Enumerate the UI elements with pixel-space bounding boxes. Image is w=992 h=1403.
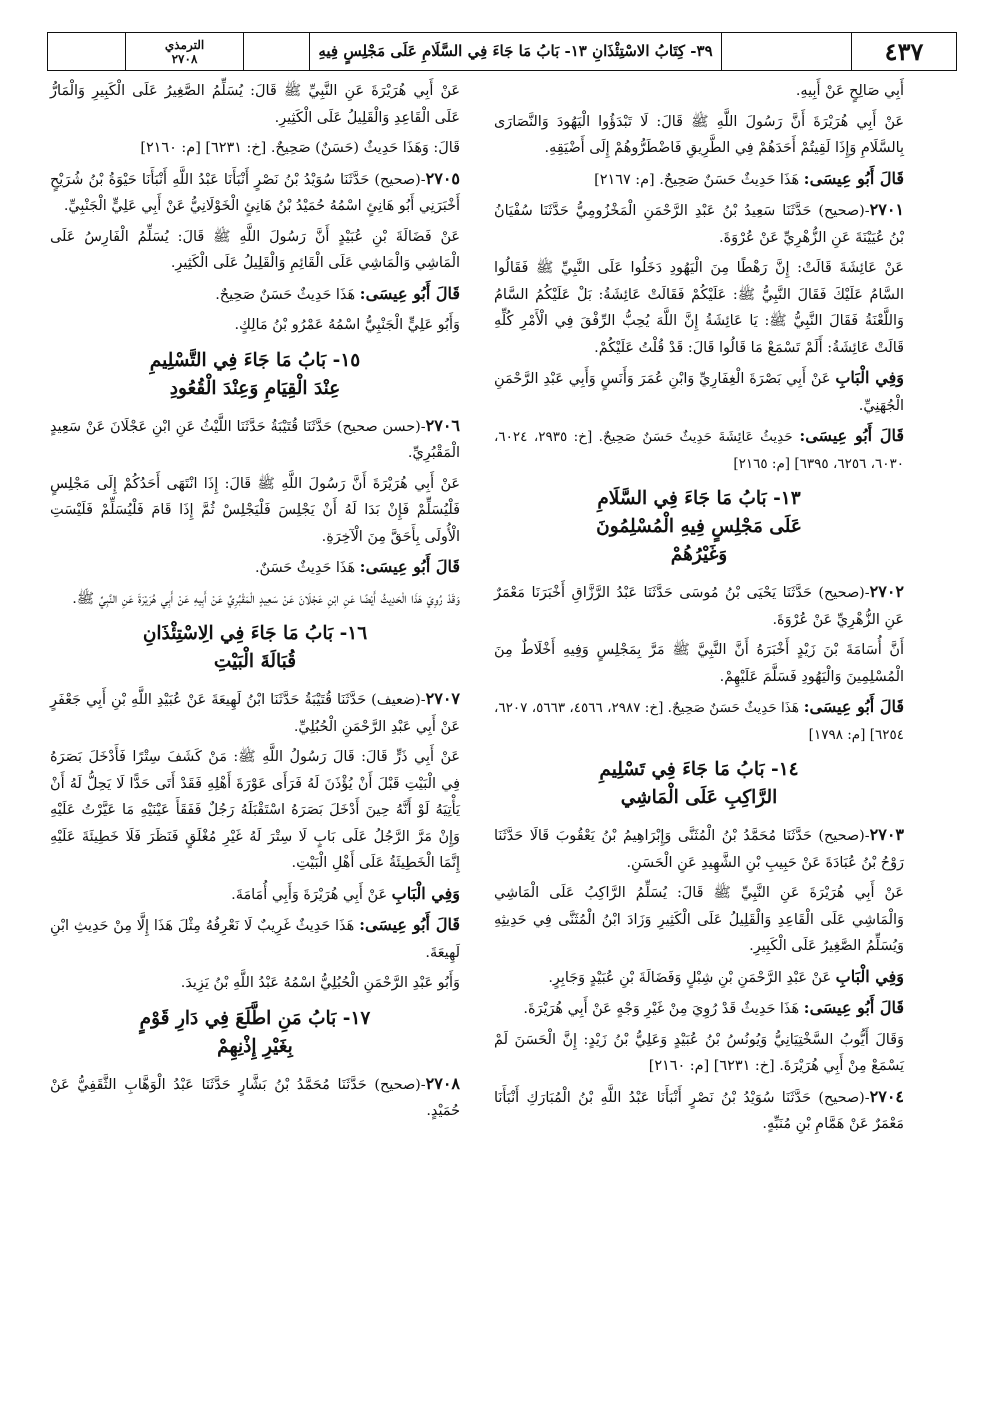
- hadith-number: ٢٧٠٨: [425, 1073, 461, 1093]
- hadith-isnad: حَدَّثَنَا سُوَيْدُ بْنُ نَصْرٍ أَنْبَأَنَا عَبْدُ اللَّهِ أَنْبَأَنَا حَيْوَةُ بْنُ شُرَيْحٍ أَخْبَرَنِي أَبُو هَانِئٍ اسْمُهُ حُمَيْدُ بْنُ هَانِئٍ الْخَوْلَانِيُّ عَنْ أَبِي عَلِيٍّ الْجَنْبِيِّ.: [50, 171, 460, 214]
- paragraph: وَقَدْ رُوِيَ هَذَا الْحَدِيثُ أَيْضًا عَنِ ابْنِ عَجْلَانَ عَنْ سَعِيدٍ الْمَقْبُرِيِّ عَنْ أَبِيهِ عَنْ أَبِي هُرَيْرَةَ عَنِ النَّبِيِّ ﷺ.: [72, 590, 460, 607]
- hadith-number: ٢٧٠٢: [869, 582, 905, 601]
- hadith-number: ٢٧٠٥: [425, 168, 460, 188]
- chapter-title-line: بِغَيْرِ إِذْنِهِمْ: [217, 1035, 293, 1057]
- running-title-text: ٣٩- كِتَابُ الاسْتِئْذَانِ ١٣- بَابُ مَا جَاءَ فِي السَّلَامِ عَلَى مَجْلِسٍ فِيهِ: [318, 42, 713, 60]
- hadith-number: ٢٧٠٤: [869, 1086, 904, 1106]
- chapter-title-line: قُبَالَةَ الْبَيْتِ: [213, 651, 297, 672]
- left-column: [50, 78, 460, 1378]
- hadith-grade: -(صحيح): [818, 585, 870, 601]
- fil-bab-text: عَنْ عَبْدِ الرَّحْمَنِ بْنِ شِبْلٍ وَفَضَالَةَ بْنِ عُبَيْدٍ وَجَابِرٍ.: [548, 969, 832, 986]
- hadith-grade: -(ضعيف): [371, 692, 426, 708]
- page-header: [47, 32, 957, 71]
- hadith-number: ٢٧٠١: [869, 200, 904, 219]
- hadith-2703: [494, 822, 904, 876]
- commentary-text: هَذَا حَدِيثٌ حَسَنٌ صَحِيحٌ. [خ: ٢٩٨٧، ٤٥٦٦، ٥٦٦٣، ٦٢٠٧، ٦٢٥٤] [م: ١٧٩٨]: [494, 700, 904, 743]
- commentary-text: هَذَا حَدِيثٌ حَسَنٌ صَحِيحٌ.: [215, 286, 356, 303]
- hadith-2702: [494, 579, 904, 633]
- page-number: ٤٣٧: [851, 33, 956, 70]
- abu-isa-label: قَالَ أَبُو عِيسَى:: [803, 168, 904, 188]
- paragraph: عَنْ أَبِي هُرَيْرَةَ عَنِ النَّبِيِّ ﷺ قَالَ: يُسَلِّمُ الصَّغِيرُ عَلَى الْكَبِيرِ وَالْمَارُّ عَلَى الْقَاعِدِ وَالْقَلِيلُ عَلَى الْكَثِيرِ.: [50, 83, 460, 126]
- paragraph: وَأَبُو عَبْدِ الرَّحْمَنِ الْحُبُلِيُّ اسْمُهُ عَبْدُ اللَّهِ بْنُ يَزِيدَ.: [180, 975, 460, 991]
- hadith-number: ٢٧٠٦: [425, 415, 460, 435]
- commentary: [494, 166, 904, 194]
- fil-bab-text: عَنْ أَبِي بَصْرَةَ الْغِفَارِيِّ وَابْنِ عُمَرَ وَأَنَسٍ وَأَبِي عَبْدِ الرَّحْمَنِ الْجُهَنِيِّ.: [494, 371, 904, 414]
- chapter-title-line: عَلَى مَجْلِسٍ فِيهِ الْمُسْلِمُونَ: [596, 516, 802, 537]
- chapter-title-line: عِنْدَ الْقِيَامِ وَعِنْدَ الْقُعُودِ: [169, 377, 341, 399]
- hadith-grade: -(صحيح): [374, 171, 426, 188]
- book-name: الترمذي: [164, 37, 205, 52]
- fil-bab-label: وَفِي الْبَابِ: [391, 883, 460, 903]
- chapter-title-line: ١٥- بَابُ مَا جَاءَ فِي التَّسْلِيمِ: [149, 349, 361, 371]
- chapter-heading-14: [494, 756, 904, 812]
- chapter-title-line: الرَّاكِبِ عَلَى الْمَاشِي: [620, 787, 778, 808]
- commentary-text: هَذَا حَدِيثٌ غَرِيبٌ لَا نَعْرِفُهُ مِثْلَ هَذَا إِلَّا مِنْ حَدِيثِ ابْنِ لَهِيعَةَ.: [50, 918, 460, 961]
- fil-bab: [494, 365, 904, 419]
- fil-bab-text: عَنْ أَبِي هُرَيْرَةَ وَأَبِي أُمَامَةَ.: [231, 886, 388, 903]
- paragraph: أَنَّ أُسَامَةَ بْنَ زَيْدٍ أَخْبَرَهُ أَنَّ النَّبِيَّ ﷺ مَرَّ بِمَجْلِسٍ وَفِيهِ أَخْلَاطٌ مِنَ الْمُسْلِمِينَ وَالْيَهُودِ فَسَلَّمَ عَلَيْهِمْ.: [494, 642, 904, 685]
- paragraph: عَنْ أَبِي هُرَيْرَةَ أَنَّ رَسُولَ اللَّهِ ﷺ قَالَ: لَا تَبْدَؤُوا الْيَهُودَ وَالنَّصَارَى بِالسَّلَامِ وَإِذَا لَقِيتُمْ أَحَدَهُمْ فِي الطَّرِيقِ فَاضْطَرُّوهُمْ إِلَى أَضْيَقِهِ.: [494, 113, 904, 156]
- paragraph: وَقَالَ أَيُّوبُ السَّخْتِيَانِيُّ وَيُونُسُ بْنُ عُبَيْدٍ وَعَلِيُّ بْنُ زَيْدٍ: إِنَّ الْحَسَنَ لَمْ يَسْمَعْ مِنْ أَبِي هُرَيْرَةَ. [خ: ٦٢٣١] [م: ٢١٦٠]: [494, 1031, 904, 1074]
- hadith-2707: [50, 686, 460, 740]
- hadith-2706: [50, 413, 460, 467]
- commentary: [494, 423, 904, 477]
- hadith-isnad: حَدَّثَنَا مُحَمَّدُ بْنُ بَشَّارٍ حَدَّثَنَا عَبْدُ الْوَهَّابِ الثَّقَفِيُّ عَنْ حُمَيْدٍ.: [50, 1076, 460, 1119]
- abu-isa-label: قَالَ أَبُو عِيسَى:: [803, 998, 904, 1017]
- chapter-heading-17: [50, 1005, 460, 1061]
- fil-bab-label: وَفِي الْبَابِ: [835, 368, 905, 387]
- chapter-title-line: وَغَيْرُهُمْ: [670, 544, 728, 565]
- hadith-grade: -(صحيح): [818, 828, 870, 844]
- fil-bab: [494, 964, 904, 992]
- abu-isa-label: قَالَ أَبُو عِيسَى:: [359, 915, 461, 934]
- paragraph: عَنْ فَضَالَةَ بْنِ عُبَيْدٍ أَنَّ رَسُولَ اللَّهِ ﷺ قَالَ: يُسَلِّمُ الْفَارِسُ عَلَى الْمَاشِي وَالْمَاشِي عَلَى الْقَائِمِ وَالْقَلِيلُ عَلَى الْكَثِيرِ.: [50, 228, 460, 271]
- book-reference: [125, 33, 243, 70]
- chapter-title-line: ١٣- بَابُ مَا جَاءَ فِي السَّلَامِ: [597, 488, 801, 509]
- hadith-grade: -(صحيح): [374, 1076, 426, 1093]
- abu-isa-label: قَالَ أَبُو عِيسَى:: [803, 697, 904, 716]
- hadith-range: ٢٧٠٨: [171, 51, 198, 66]
- abu-isa-label: قَالَ أَبُو عِيسَى:: [359, 283, 460, 303]
- commentary: [50, 912, 460, 966]
- commentary-text: هَذَا حَدِيثٌ حَسَنٌ صَحِيحٌ. [م: ٢١٦٧]: [594, 171, 800, 188]
- hadith-2704: [494, 1084, 904, 1138]
- commentary: [50, 281, 460, 309]
- hadith-2705: [50, 166, 460, 220]
- paragraph: عَنْ عَائِشَةَ قَالَتْ: إِنَّ رَهْطًا مِنَ الْيَهُودِ دَخَلُوا عَلَى النَّبِيِّ ﷺ فَقَالُوا السَّامُ عَلَيْكَ فَقَالَ النَّبِيُّ ﷺ: عَلَيْكُمْ فَقَالَتْ عَائِشَةُ: بَلْ عَلَيْكُمُ السَّامُ وَاللَّعْنَةُ فَقَالَ النَّبِيُّ ﷺ: يَا عَائِشَةُ إِنَّ اللَّهَ يُحِبُّ الرِّفْقَ فِي الْأَمْرِ كُلِّهِ قَالَتْ عَائِشَةُ: أَلَمْ تَسْمَعْ مَا قَالُوا قَالَ: قَدْ قُلْتُ عَلَيْكُمْ.: [494, 260, 904, 356]
- abu-isa-label: قَالَ أَبُو عِيسَى:: [359, 557, 460, 576]
- header-blank-cell: [721, 33, 851, 70]
- header-blank-cell: [243, 33, 309, 70]
- commentary: [494, 995, 904, 1023]
- chapter-heading-16: [50, 620, 460, 676]
- header-blank-cell: [48, 33, 125, 70]
- hadith-2701: [494, 197, 904, 251]
- paragraph: عَنْ أَبِي هُرَيْرَةَ أَنَّ رَسُولَ اللَّهِ ﷺ قَالَ: إِذَا انْتَهَى أَحَدُكُمْ إِلَى مَجْلِسٍ فَلْيُسَلِّمْ فَإِنْ بَدَا لَهُ أَنْ يَجْلِسَ فَلْيَجْلِسْ ثُمَّ إِذَا قَامَ فَلْيُسَلِّمْ فَلَيْسَتِ الْأُولَى بِأَحَقَّ مِنَ الْآخِرَةِ.: [50, 475, 460, 545]
- abu-isa-label: قَالَ أَبُو عِيسَى:: [799, 426, 905, 445]
- hadith-isnad: حَدَّثَنَا مُحَمَّدُ بْنُ الْمُثَنَّى وَإِبْرَاهِيمُ بْنُ يَعْقُوبَ قَالَا حَدَّثَنَا رَوْحُ بْنُ عُبَادَةَ عَنْ حَبِيبِ بْنِ الشَّهِيدِ عَنِ الْحَسَنِ.: [494, 828, 904, 871]
- commentary-text: هَذَا حَدِيثٌ قَدْ رُوِيَ مِنْ غَيْرِ وَجْهٍ عَنْ أَبِي هُرَيْرَةَ.: [523, 1001, 800, 1017]
- hadith-isnad: حَدَّثَنَا قُتَيْبَةُ حَدَّثَنَا اللَّيْثُ عَنِ ابْنِ عَجْلَانَ عَنْ سَعِيدٍ الْمَقْبُرِيِّ.: [50, 418, 460, 461]
- hadith-number: ٢٧٠٧: [425, 689, 461, 708]
- fil-bab-label: وَفِي الْبَابِ: [835, 966, 904, 986]
- hadith-isnad: حَدَّثَنَا سُوَيْدُ بْنُ نَصْرٍ أَنْبَأَنَا عَبْدُ اللَّهِ بْنُ الْمُبَارَكِ أَنْبَأَنَا مَعْمَرٌ عَنْ هَمَّامِ بْنِ مُنَبِّهٍ.: [494, 1089, 904, 1132]
- chapter-title-line: ١٤- بَابُ مَا جَاءَ فِي تَسْلِيمِ: [599, 759, 799, 780]
- paragraph: أَبِي صَالِحٍ عَنْ أَبِيهِ.: [795, 83, 904, 99]
- paragraph: قَالَ: وَهَذَا حَدِيثٌ (حَسَنٌ) صَحِيحٌ. [خ: ٦٢٣١] [م: ٢١٦٠]: [140, 140, 460, 156]
- hadith-isnad: حَدَّثَنَا يَحْيَى بْنُ مُوسَى حَدَّثَنَا عَبْدُ الرَّزَّاقِ أَخْبَرَنَا مَعْمَرٌ عَنِ الزُّهْرِيِّ عَنْ عُرْوَةَ.: [494, 585, 904, 628]
- hadith-isnad: حَدَّثَنَا سَعِيدُ بْنُ عَبْدِ الرَّحْمَنِ الْمَخْزُومِيُّ حَدَّثَنَا سُفْيَانُ بْنُ عُيَيْنَةَ عَنِ الزُّهْرِيِّ عَنْ عُرْوَةَ.: [494, 203, 904, 246]
- commentary: [494, 694, 904, 748]
- paragraph: عَنْ أَبِي هُرَيْرَةَ عَنِ النَّبِيِّ ﷺ قَالَ: يُسَلِّمُ الرَّاكِبُ عَلَى الْمَاشِي وَالْمَاشِي عَلَى الْقَاعِدِ وَالْقَلِيلُ عَلَى الْكَثِيرِ وَزَادَ ابْنُ الْمُثَنَّى فِي حَدِيثِهِ وَيُسَلِّمُ الصَّغِيرُ عَلَى الْكَبِيرِ.: [494, 885, 904, 954]
- right-column: [494, 78, 904, 1378]
- chapter-title-line: ١٦- بَابُ مَا جَاءَ فِي الِاسْتِئْذَانِ: [142, 623, 368, 644]
- commentary: [50, 554, 460, 582]
- hadith-number: ٢٧٠٣: [869, 825, 904, 844]
- fil-bab: [50, 881, 460, 909]
- hadith-isnad: حَدَّثَنَا قُتَيْبَةُ حَدَّثَنَا ابْنُ لَهِيعَةَ عَنْ عُبَيْدِ اللَّهِ بْنِ أَبِي جَعْفَرٍ عَنْ أَبِي عَبْدِ الرَّحْمَنِ الْحُبُلِيِّ.: [50, 692, 460, 735]
- running-title: [309, 33, 721, 70]
- chapter-heading-13: [494, 485, 904, 569]
- commentary-text: هَذَا حَدِيثٌ حَسَنٌ.: [254, 560, 356, 576]
- hadith-grade: -(صحيح): [818, 203, 870, 219]
- hadith-grade: -(حسن صحيح): [336, 418, 426, 435]
- chapter-title-line: ١٧- بَابُ مَنِ اطَّلَعَ فِي دَارِ قَوْمٍ: [139, 1007, 371, 1029]
- hadith-grade: -(صحيح): [818, 1089, 870, 1106]
- hadith-2708: [50, 1071, 460, 1125]
- chapter-heading-15: [50, 347, 460, 403]
- commentary-text: حَدِيثُ عَائِشَةَ حَدِيثٌ حَسَنٌ صَحِيحٌ. [خ: ٢٩٣٥، ٦٠٢٤، ٦٠٣٠، ٦٢٥٦، ٦٣٩٥] [م: ٢١٦٥]: [494, 429, 904, 472]
- paragraph: وَأَبُو عَلِيٍّ الْجَنْبِيُّ اسْمُهُ عَمْرُو بْنُ مَالِكٍ.: [234, 317, 460, 333]
- paragraph: عَنْ أَبِي ذَرٍّ قَالَ: قَالَ رَسُولُ اللَّهِ ﷺ: مَنْ كَشَفَ سِتْرًا فَأَدْخَلَ بَصَرَهُ فِي الْبَيْتِ قَبْلَ أَنْ يُؤْذَنَ لَهُ فَرَأَى عَوْرَةَ أَهْلِهِ فَقَدْ أَتَى حَدًّا لَا يَحِلُّ لَهُ أَنْ يَأْتِيَهُ لَوْ أَنَّهُ حِينَ أَدْخَلَ بَصَرَهُ اسْتَقْبَلَهُ رَجُلٌ فَفَقَأَ عَيْنَيْهِ مَا عَيَّرْتُ عَلَيْهِ وَإِنْ مَرَّ الرَّجُلُ عَلَى بَابٍ لَا سِتْرَ لَهُ غَيْرِ مُغْلَقٍ فَنَظَرَ فَلَا خَطِيئَةَ عَلَيْهِ إِنَّمَا الْخَطِيئَةُ عَلَى أَهْلِ الْبَيْتِ.: [50, 749, 460, 871]
